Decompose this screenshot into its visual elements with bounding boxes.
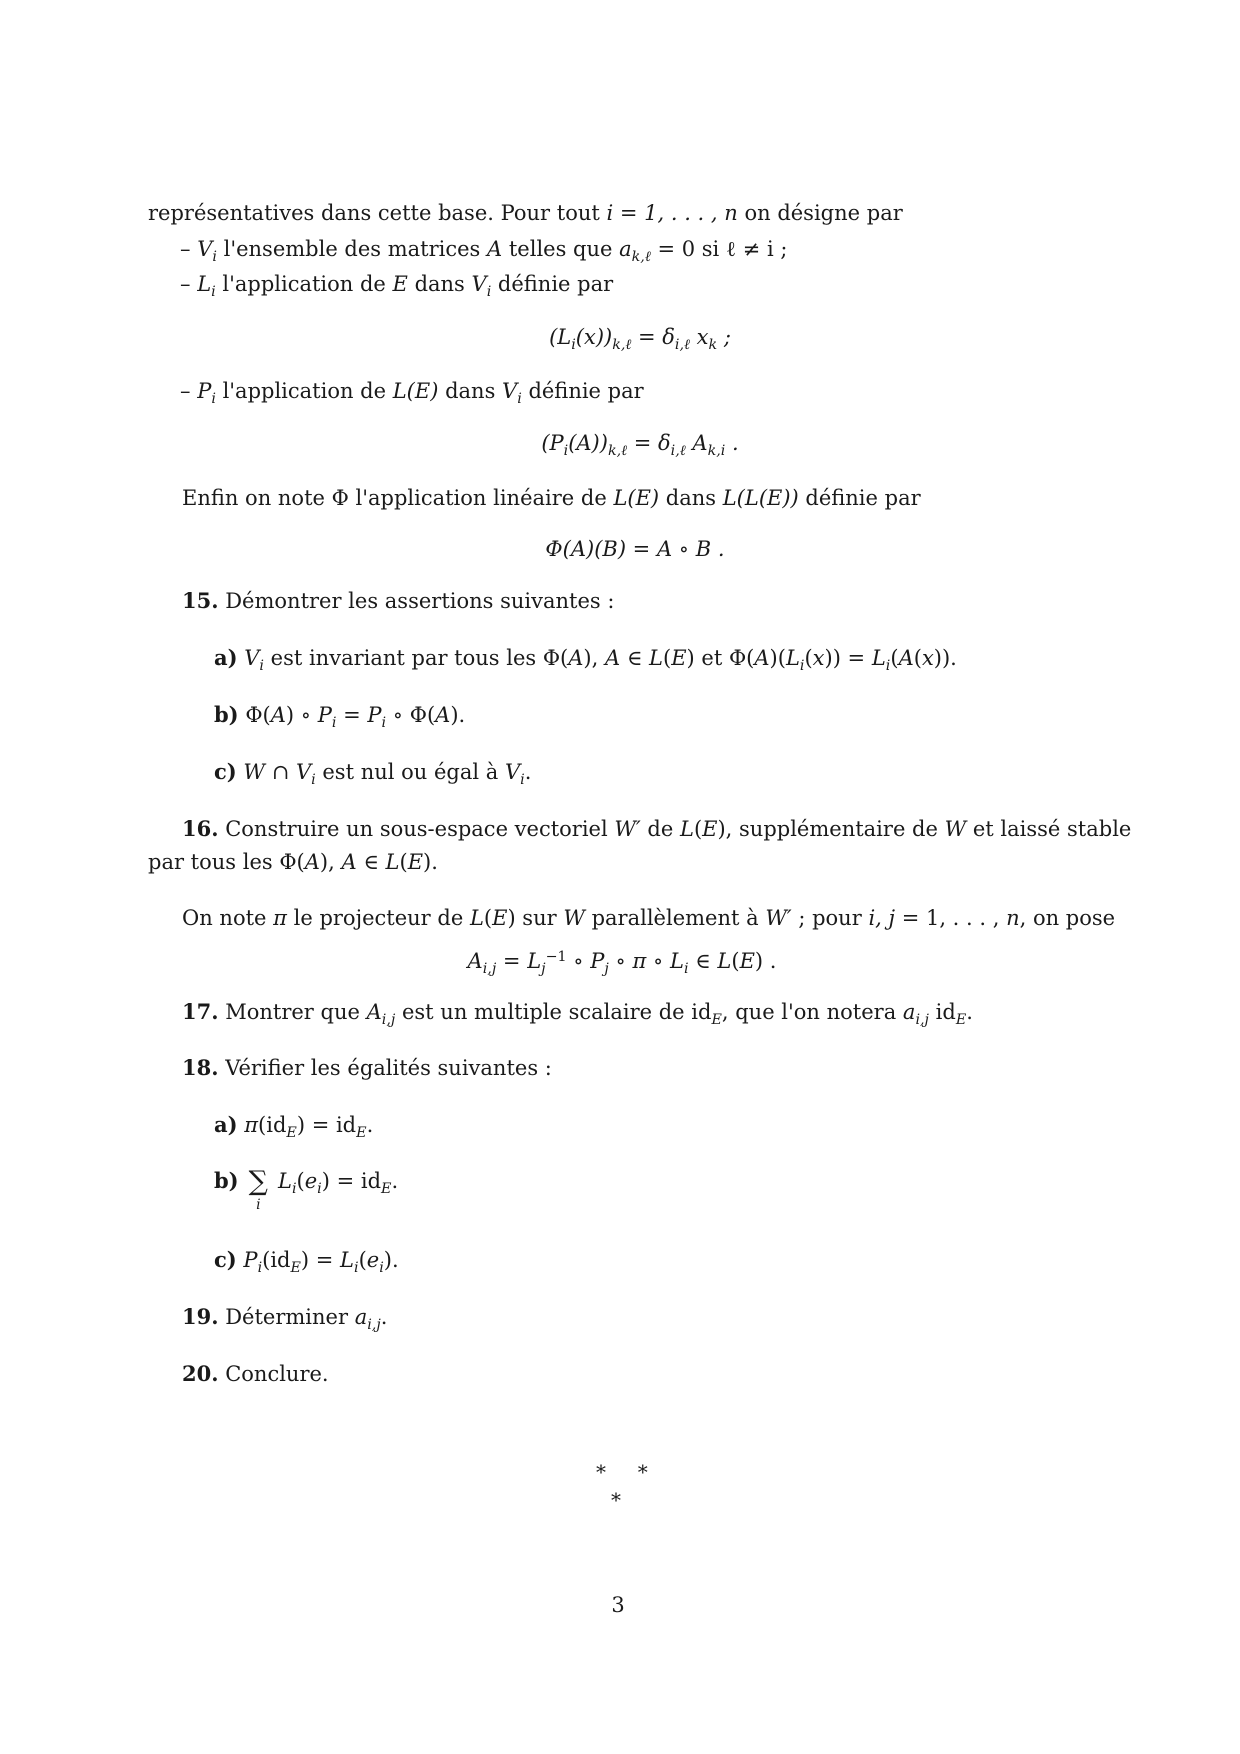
def-v <box>180 237 788 265</box>
v-cond-sub: k,ℓ <box>631 248 651 265</box>
q15-a-text: $V_i$ est invariant par tous les Φ(A), A ∈ L(E) et $\Phi(A)(L_i(x)) = L_i(A(x))$. <box>244 646 957 674</box>
l-v-label: V <box>471 272 487 296</box>
l-symbol: $L_i$ <box>197 272 216 300</box>
q18-text: Vérifier les égalités suivantes : <box>218 1056 552 1080</box>
def-p <box>180 379 644 407</box>
q15-item-c <box>214 759 532 788</box>
q18-number: 18. <box>182 1055 219 1080</box>
p-space-v: $V_i$ <box>502 379 522 407</box>
q15-a-label: a) <box>214 645 238 670</box>
question-17 <box>182 999 973 1028</box>
q18-item-b <box>214 1166 399 1213</box>
question-16-line2: par tous les Φ(A), A ∈ L(E). <box>148 850 438 874</box>
q18-item-a <box>214 1112 374 1141</box>
question-20 <box>182 1363 329 1385</box>
q20-number: 20. <box>182 1361 219 1386</box>
v-cond-a: a <box>619 237 632 261</box>
p-text3: définie par <box>521 379 644 403</box>
enfin-text-b: dans <box>659 486 723 510</box>
p-space-le: L(E) <box>392 379 439 403</box>
enfin-le: L(E) <box>613 486 660 510</box>
bullet-dash: – <box>180 272 191 296</box>
l-label: L <box>197 272 212 296</box>
q18-c-label: c) <box>214 1247 237 1272</box>
q19-number: 19. <box>182 1304 219 1329</box>
enfin-lle: L(L(E)) <box>722 486 799 510</box>
p-text: l'application de <box>215 379 393 403</box>
question-15 <box>182 590 614 612</box>
q15-item-b <box>214 702 466 731</box>
eq-aij-def: $A_{i,j} = L_j^{-1}$ ∘ $P_j$ ∘ π ∘ $L_i$ ∈ L(E) . <box>467 948 777 977</box>
eq-phi-def: Φ(A)(B) = A ∘ B . <box>545 537 725 561</box>
q19-text: Déterminer $a_{i,j}$. <box>218 1305 388 1333</box>
l-text3: définie par <box>491 272 614 296</box>
p-symbol: $P_i$ <box>197 379 216 407</box>
sigma-glyph: ∑ <box>248 1166 268 1197</box>
v-matrix: A <box>487 237 503 261</box>
v-cond <box>619 237 651 265</box>
intro-line <box>148 203 903 224</box>
def-l <box>180 272 614 300</box>
page-number: 3 <box>611 1593 625 1617</box>
q18-a-text: $\pi(id_E) = id_E$. <box>244 1113 374 1141</box>
enfin-line <box>182 488 921 509</box>
q16-number: 16. <box>182 816 219 841</box>
q15-b-text: Φ(A) ∘ $P_i = P_i$ ∘ Φ(A). <box>245 703 466 731</box>
q18-b-label: b) <box>214 1168 239 1193</box>
v-text2: telles que <box>502 237 620 261</box>
note-pi: On note π le projecteur de L(E) sur W parallèlement à W′ ; pour i, j = 1, . . . , n, on pose <box>182 906 1116 930</box>
p-v-label: V <box>502 379 518 403</box>
bullet-dash: – <box>180 237 191 261</box>
q15-c-label: c) <box>214 759 237 784</box>
eq-l-def: $(L_i(x))_{k,\ell} = \delta_{i,\ell}$ $x_k$ ; <box>549 325 731 353</box>
q18-a-label: a) <box>214 1112 238 1137</box>
l-space-e: E <box>392 272 408 296</box>
enfin-text-c: définie par <box>798 486 921 510</box>
question-16-line1 <box>182 818 1131 840</box>
l-text: l'application de <box>215 272 393 296</box>
q15-b-label: b) <box>214 702 239 727</box>
q18-item-c <box>214 1247 399 1276</box>
q15-item-a <box>214 645 957 674</box>
q20-text: Conclure. <box>218 1362 329 1386</box>
bullet-dash: – <box>180 379 191 403</box>
l-text2: dans <box>407 272 472 296</box>
v-label: V <box>197 237 213 261</box>
q18-b-text: $L_i(e_i) = id_E$. <box>278 1169 399 1197</box>
q15-text: Démontrer les assertions suivantes : <box>218 589 615 613</box>
intro-text-a: représentatives dans cette base. Pour tout <box>148 201 607 225</box>
eq-p-def: $(P_i(A))_{k,\ell} = \delta_{i,\ell}$ $A_{k,i}$ . <box>541 431 739 459</box>
question-18 <box>182 1057 552 1079</box>
v-cond-rest: = 0 si ℓ ≠ i ; <box>650 237 788 261</box>
intro-text-b: on désigne par <box>737 201 903 225</box>
q17-text: Montrer que $A_{i,j}$ est un multiple scalaire de $id_E$, que l'on notera $a_{i,j}$ $id_E$. <box>218 1000 973 1028</box>
intro-range: i = 1, . . . , n <box>606 201 738 225</box>
q15-number: 15. <box>182 588 219 613</box>
separator-stars-top: * * <box>596 1460 648 1484</box>
l-space-v: $V_i$ <box>471 272 492 300</box>
enfin-text-a: Enfin on note Φ l'application linéaire de <box>182 486 614 510</box>
question-19 <box>182 1304 388 1333</box>
sum-symbol <box>245 1166 271 1213</box>
v-text: l'ensemble des matrices <box>216 237 488 261</box>
q16-text-line1: Construire un sous-espace vectoriel W′ de L(E), supplémentaire de W et laissé stable <box>218 817 1132 841</box>
p-label: P <box>197 379 212 403</box>
q15-c-text: W ∩ $V_i$ est nul ou égal à $V_i$. <box>243 760 532 788</box>
v-symbol: $V_i$ <box>197 237 217 265</box>
p-text2: dans <box>438 379 503 403</box>
q17-number: 17. <box>182 999 219 1024</box>
separator-stars-bottom: * <box>611 1488 621 1512</box>
q18-c-text: $P_i(id_E) = L_i(e_i)$. <box>243 1248 399 1276</box>
sum-index: i <box>256 1197 261 1213</box>
